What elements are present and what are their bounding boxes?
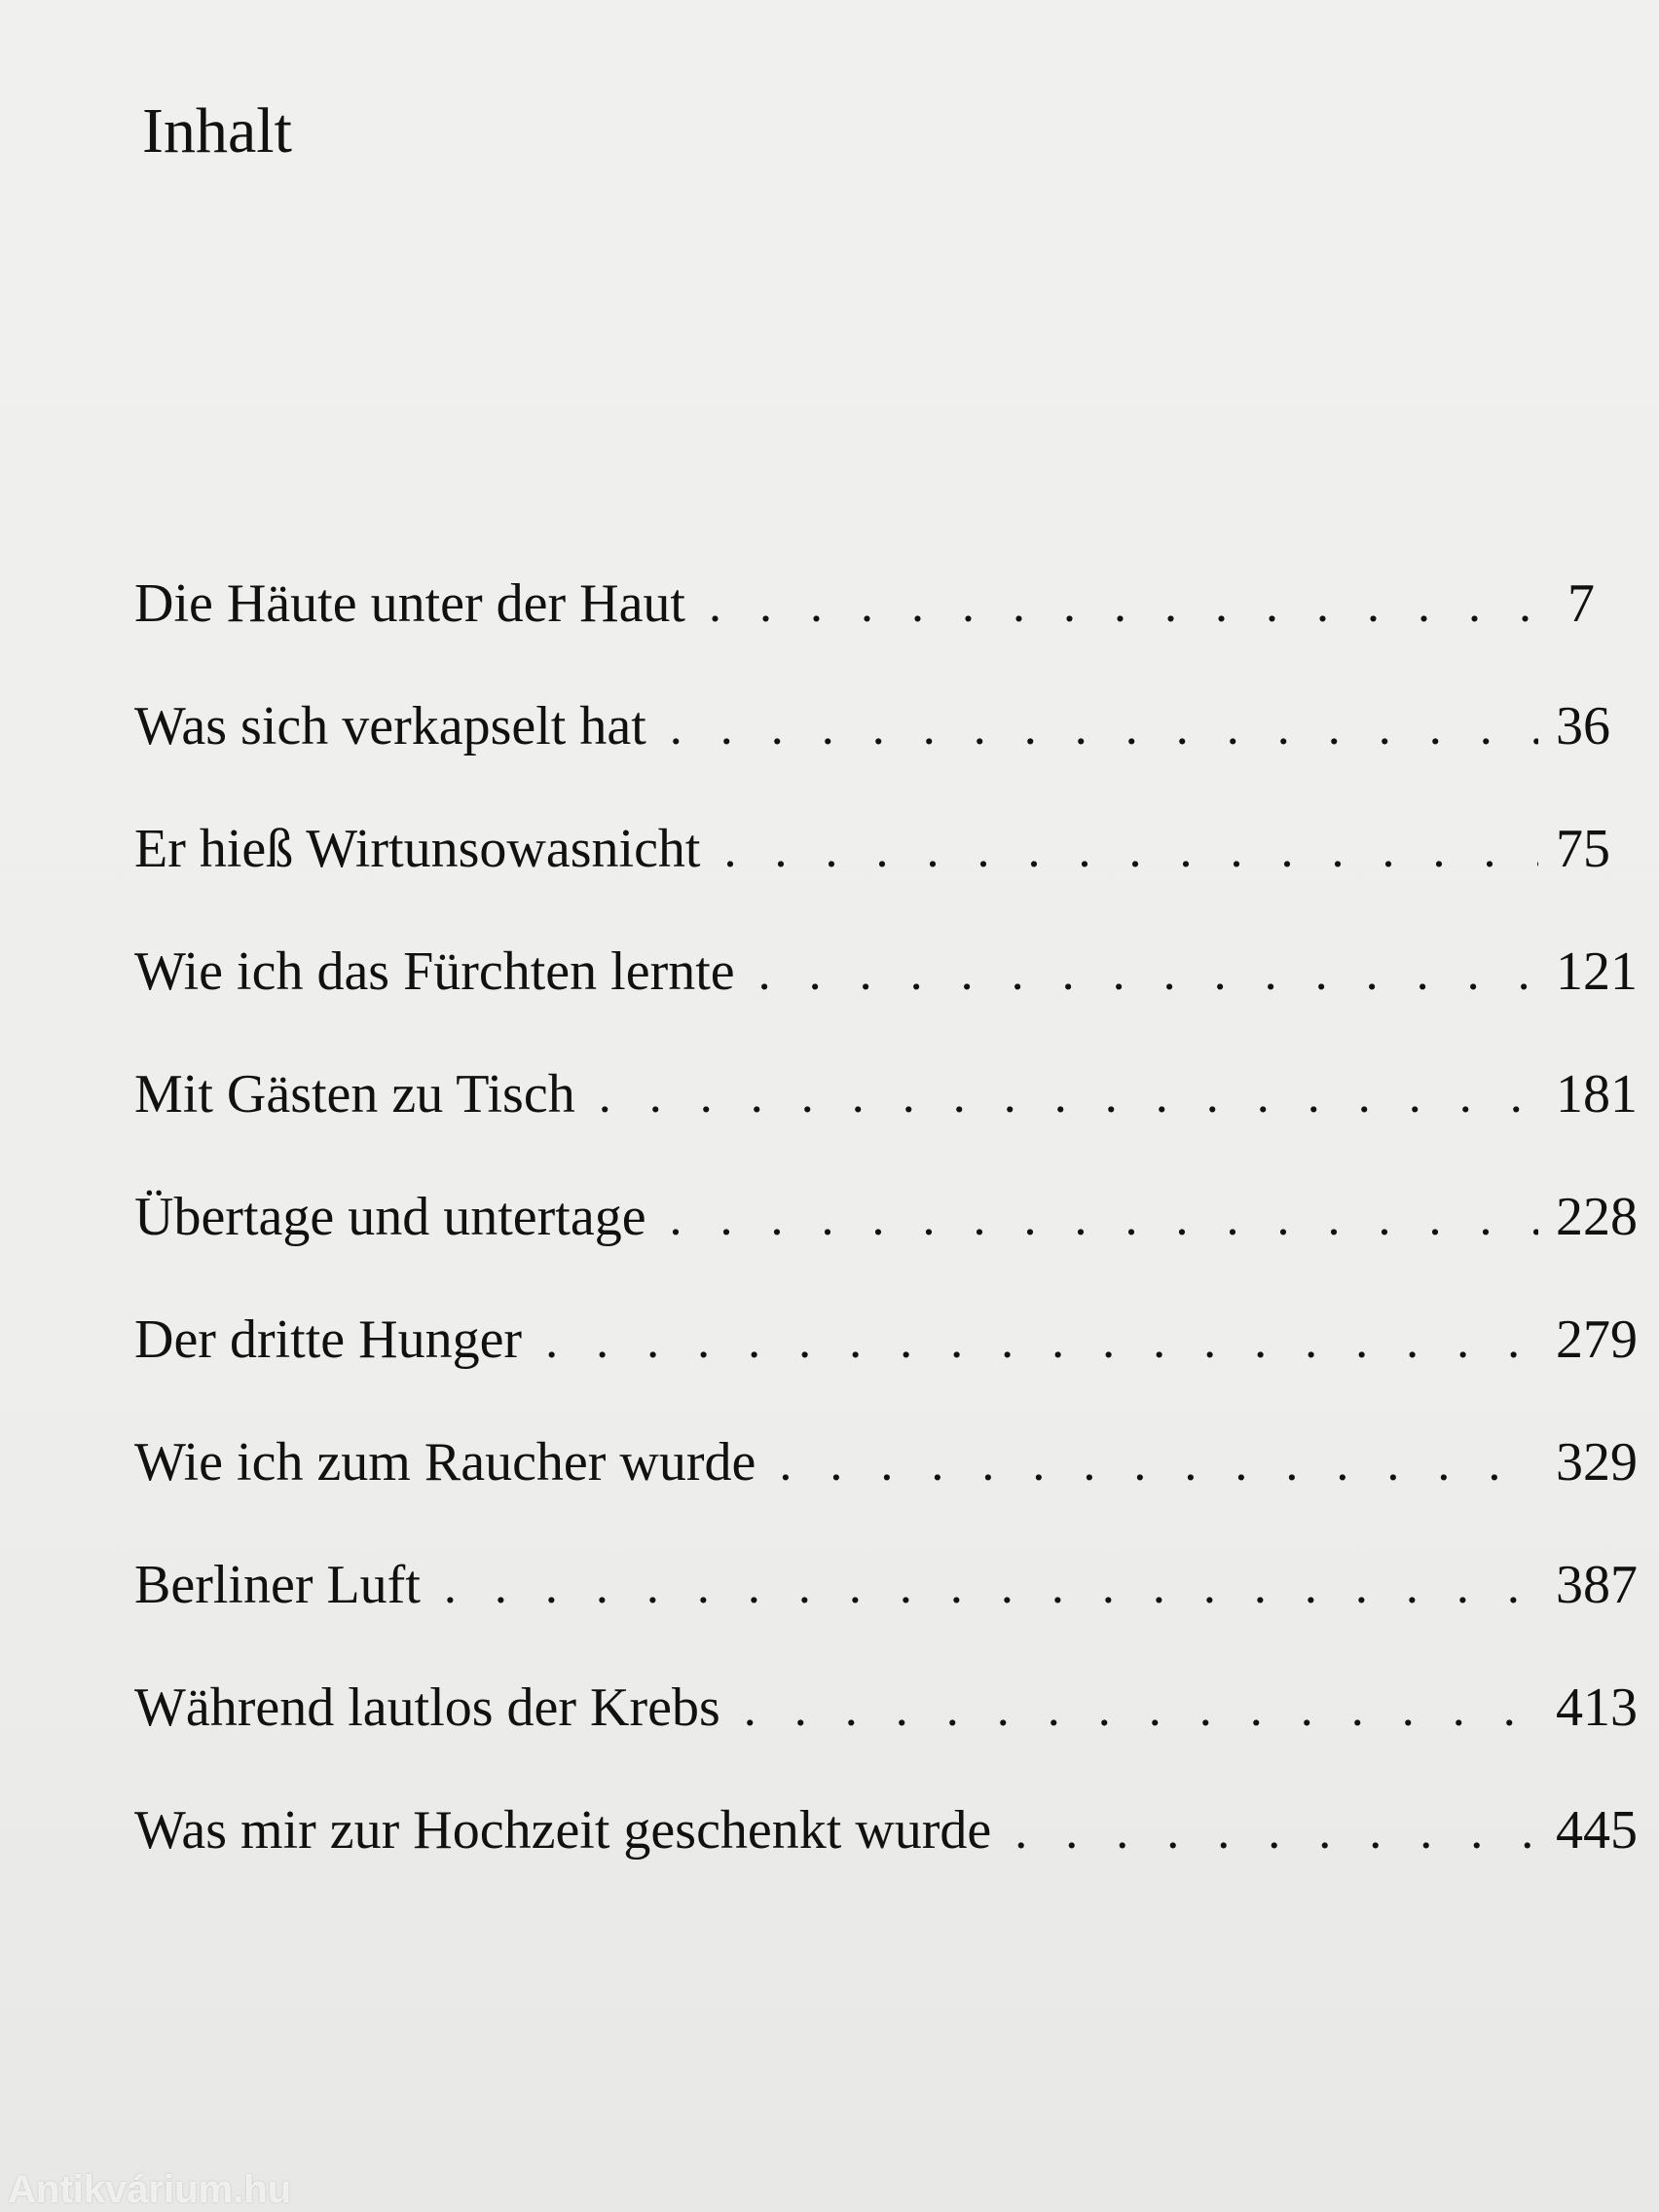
dot-leader xyxy=(779,1425,1538,1503)
toc-entry xyxy=(134,810,1610,933)
dot-leader xyxy=(444,1548,1538,1626)
page-title: Inhalt xyxy=(142,95,292,166)
toc-entry-title: Wie ich zum Raucher wurde xyxy=(134,1432,756,1493)
toc-entry xyxy=(134,687,1610,810)
toc-entry-page: 7 xyxy=(1567,573,1595,634)
dot-leader xyxy=(1014,1793,1538,1871)
toc-entry-title: Die Häute unter der Haut xyxy=(134,573,685,634)
dot-leader xyxy=(709,567,1538,645)
toc-entry-page: 36 xyxy=(1556,696,1610,756)
toc-entry xyxy=(134,565,1595,687)
toc-entry-page: 413 xyxy=(1556,1677,1638,1738)
toc-entry-title: Der dritte Hunger xyxy=(134,1309,523,1370)
toc-entry-title: Er hieß Wirtunsowasnicht xyxy=(134,819,701,879)
watermark: Antikvárium.hu xyxy=(8,2168,292,2211)
toc-entry-page: 279 xyxy=(1556,1309,1638,1370)
dot-leader xyxy=(545,1303,1538,1381)
toc-entry-title: Während lautlos der Krebs xyxy=(134,1677,720,1738)
dot-leader xyxy=(744,1671,1538,1749)
dot-leader xyxy=(670,1180,1538,1258)
toc-entry-page: 228 xyxy=(1556,1187,1638,1247)
toc-entry xyxy=(134,1055,1638,1178)
toc-entry-page: 181 xyxy=(1556,1064,1638,1124)
dot-leader xyxy=(670,689,1538,767)
table-of-contents xyxy=(134,565,1638,1914)
toc-entry-page: 75 xyxy=(1556,819,1610,879)
toc-entry-title: Was sich verkapselt hat xyxy=(134,696,646,756)
toc-entry-title: Mit Gästen zu Tisch xyxy=(134,1064,575,1124)
toc-entry xyxy=(134,1301,1638,1423)
toc-entry xyxy=(134,1178,1638,1301)
toc-entry-title: Wie ich das Fürchten lernte xyxy=(134,941,735,1002)
dot-leader xyxy=(599,1057,1538,1135)
toc-entry-page: 387 xyxy=(1556,1555,1638,1615)
toc-entry-title: Was mir zur Hochzeit geschenkt wurde xyxy=(134,1800,992,1861)
dot-leader xyxy=(724,812,1539,890)
toc-entry-page: 329 xyxy=(1556,1432,1638,1493)
dot-leader xyxy=(758,935,1538,1013)
toc-entry xyxy=(134,933,1638,1055)
toc-entry-page: 445 xyxy=(1556,1800,1638,1861)
toc-entry-title: Übertage und untertage xyxy=(134,1187,646,1247)
toc-entry xyxy=(134,1546,1638,1669)
toc-entry xyxy=(134,1791,1638,1914)
toc-entry xyxy=(134,1669,1638,1791)
toc-entry xyxy=(134,1423,1638,1546)
toc-entry-title: Berliner Luft xyxy=(134,1555,421,1615)
toc-entry-page: 121 xyxy=(1556,941,1638,1002)
